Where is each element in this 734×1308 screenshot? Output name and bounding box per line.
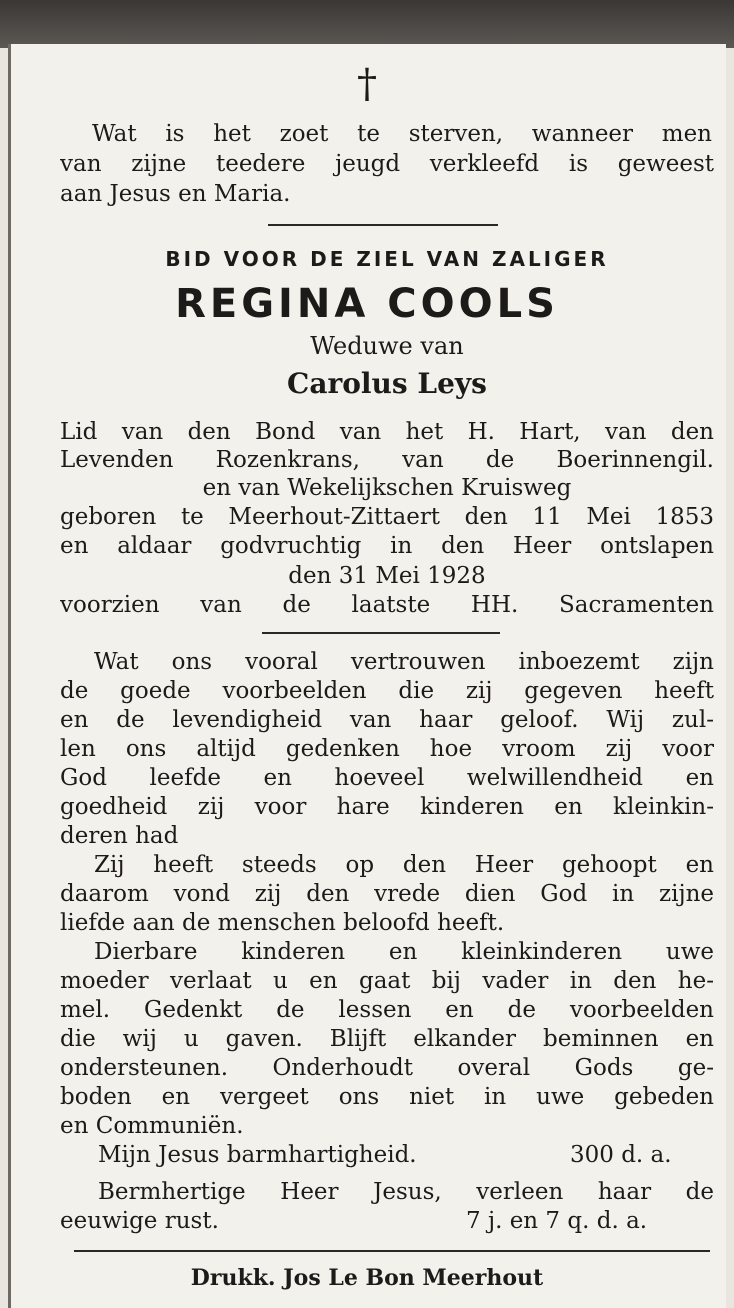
deceased-name: REGINA COOLS [175,281,559,327]
body-line-6: goedheid zij voor hare kinderen en kleinkin- [60,794,714,820]
prayer-indulgence-1: 300 d. a. [570,1142,672,1168]
body-line-15: ondersteunen. Onderhoudt overal Gods ge- [60,1055,714,1081]
body-line-3: en de levendigheid van haar geloof. Wij zul- [60,707,714,733]
body-line-16: boden en vergeet ons niet in uwe gebeden [60,1084,714,1110]
body-line-1: Wat ons vooral vertrouwen inboezemt zijn [94,649,714,675]
bio-line-4: geboren te Meerhout-Zittaert den 11 Mei 1853 [60,504,714,530]
divider-1 [268,224,498,226]
divider-3 [74,1250,710,1252]
bio-line-6: den 31 Mei 1928 [288,563,486,589]
opening-line-3: aan Jesus en Maria. [60,181,291,207]
body-line-12: moeder verlaat u en gaat bij vader in den he- [60,968,714,994]
bio-line-1: Lid van den Bond van het H. Hart, van den [60,419,714,445]
prayer-line-2: Bermhertige Heer Jesus, verleen haar de [98,1179,714,1205]
body-line-9: daarom vond zij den vrede dien God in zijne [60,881,714,907]
prayer-line-3: eeuwige rust. [60,1208,219,1234]
bio-line-7: voorzien van de laatste HH. Sacramenten [60,592,714,618]
body-line-5: God leefde en hoeveel welwillendheid en [60,765,714,791]
body-line-13: mel. Gedenkt de lessen en de voorbeelden [60,997,714,1023]
prayer-heading: BID VOOR DE ZIEL VAN ZALIGER [165,247,609,271]
opening-line-2: van zijne teedere jeugd verkleefd is geweest [60,151,714,177]
body-line-11: Dierbare kinderen en kleinkinderen uwe [94,939,714,965]
printer-credit: Drukk. Jos Le Bon Meerhout [190,1265,544,1291]
prayer-line-1: Mijn Jesus barmhartigheid. [98,1142,417,1168]
bio-line-2: Levenden Rozenkrans, van de Boerinnengil. [60,447,714,473]
body-line-8: Zij heeft steeds op den Heer gehoopt en [94,852,714,878]
prayer-indulgence-3: 7 j. en 7 q. d. a. [466,1208,648,1234]
divider-2 [262,632,500,634]
body-line-14: die wij u gaven. Blijft elkander beminnen en [60,1026,714,1052]
bio-line-5: en aldaar godvruchtig in den Heer ontslapen [60,533,714,559]
scan-top-border [0,0,734,48]
spouse-name: Carolus Leys [287,368,487,400]
body-line-17: en Communiën. [60,1113,244,1139]
cross-icon: † [357,61,377,107]
body-line-10: liefde aan de menschen beloofd heeft. [60,910,505,936]
body-line-2: de goede voorbeelden die zij gegeven heeft [60,678,714,704]
opening-line-1: Wat is het zoet te sterven, wanneer men [92,121,712,147]
body-line-4: len ons altijd gedenken hoe vroom zij voor [60,736,714,762]
widow-of-label: Weduwe van [310,332,464,360]
bio-line-3: en van Wekelijkschen Kruisweg [202,475,572,501]
body-line-7: deren had [60,823,179,849]
